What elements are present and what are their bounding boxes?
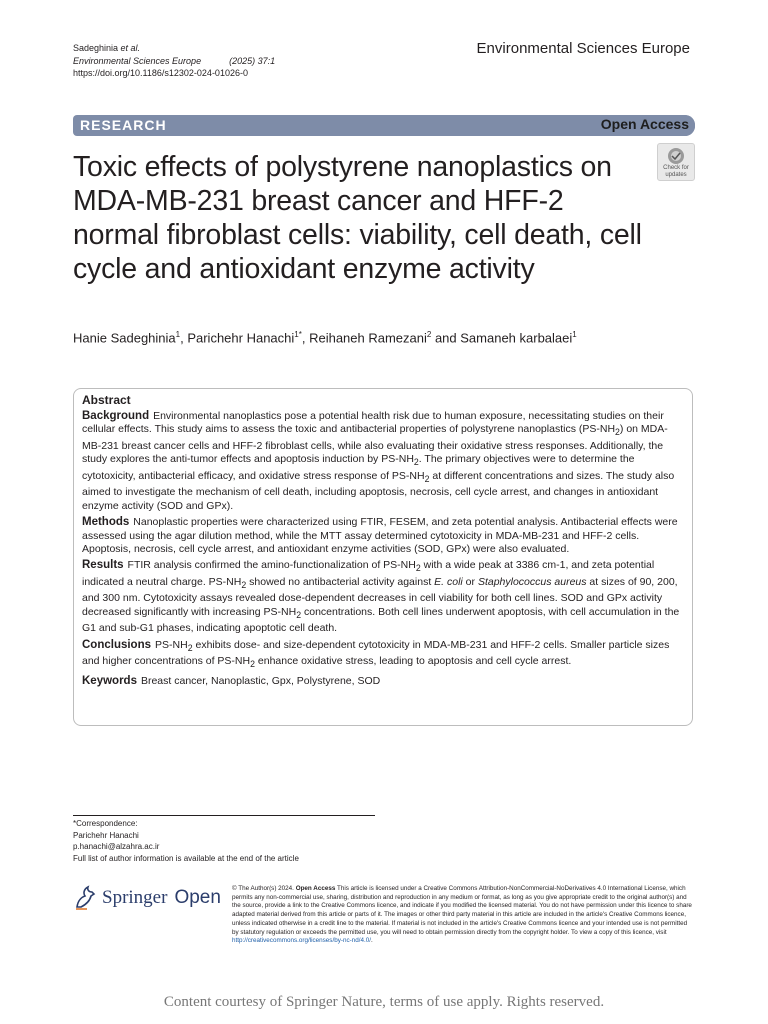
open-wordmark: Open [174,887,221,908]
subscript: 2 [241,579,247,590]
running-header-citation [73,42,275,80]
background-text: . The primary objectives were to determine the cytotoxicity, antibacterial efficacy, and oxidative stress response of PS-NH [82,453,635,482]
abstract-keywords [82,675,684,688]
author-affiliation: 1 [572,330,577,339]
header-doi[interactable]: https://doi.org/10.1186/s12302-024-01026-0 [73,68,248,78]
subscript: 2 [424,473,430,484]
article-type-label: RESEARCH [80,117,167,133]
results-text: showed no antibacterial activity against [246,575,435,588]
conclusions-text: PS-NH [155,638,188,651]
author-name: Samaneh karbalaei [460,330,573,346]
author-name: Parichehr Hanachi [187,330,295,346]
results-text: at sizes of 90, 200, and 300 nm. Cytotoxicity assays revealed dose-dependent decreases in cell viability for both cell lines. SOD and GPx activity decreased significantly with increasing PS-NH [82,575,678,618]
subscript: 2 [413,457,419,468]
author-separator: , [301,330,310,346]
keywords-text: Breast cancer, Nanoplastic, Gpx, Polystyrene, SOD [140,674,381,687]
open-access-tab [583,115,695,136]
courtesy-footer: Content courtesy of Springer Nature, terms of use apply. Rights reserved. [163,994,605,1010]
correspondence-name: Parichehr Hanachi [73,830,139,840]
footnote-divider [73,815,375,816]
results-text: or [462,575,478,588]
results-text: with a wide peak at 3386 cm-1, and zeta potential indicated a neutral charge. PS-NH [82,559,655,588]
author-affiliation: 1* [294,330,302,339]
springer-wordmark: Springer [102,887,168,908]
license-copyright: © The Author(s) 2024. [232,885,294,892]
conclusions-text: exhibits dose- and size-dependent cytotoxicity in MDA-MB-231 and HFF-2 cells. Smaller particle sizes and higher concentrations of PS-NH [82,638,670,668]
header-et-al: et al. [118,43,141,53]
article-type-banner [73,115,695,136]
abstract-conclusions [82,639,684,672]
check-for-updates-badge[interactable] [657,143,695,181]
abstract-box [73,388,693,726]
license-text [232,885,694,946]
abstract-heading: Abstract [82,393,131,407]
author-affiliation: 1 [175,330,181,339]
background-label: Background [82,410,150,422]
correspondence-label: *Correspondence: [73,819,138,828]
species-name: Staphylococcus aureus [477,575,587,588]
header-journal: Environmental Sciences Europe [73,55,202,66]
author-name: Hanie Sadeghinia [73,330,176,346]
subscript: 2 [615,427,620,438]
background-text: Environmental nanoplastics pose a potential health risk due to human exposure, necessitating studies on their cellular effects. This study aims to assess the toxic and antibacterial properties of polystyrene nanoplastics (PS-NH [82,410,664,436]
open-access-label: Open Access [600,116,689,132]
background-text: ) on MDA-MB-231 breast cancer cells and HFF-2 fibroblast cells, while also evaluating their oxidative stress responses. Additionally, the study explores the anti-tumor effects and apoptosis induction by PS-NH [82,423,668,466]
check-updates-label-1: Check for [663,165,689,171]
results-label: Results [82,559,124,572]
springer-horse-icon [73,885,97,911]
author-separator: , [180,330,188,346]
author-affiliation: 2 [426,330,432,339]
results-text: concentrations. Both cell lines underwent apoptosis, with cell accumulation in the G1 and sub-G1 phases, indicating apoptotic cell death. [82,605,680,635]
subscript: 2 [296,609,302,620]
correspondence-email[interactable]: p.hanachi@alzahra.ac.ir [73,842,160,851]
license-body: This article is licensed under a Creative Commons Attribution-NonCommercial-NoDerivatives 4.0 International License, which permits any non-commercial use, sharing, distribution and reproduction in any medium or format, as long as you give appropriate credit to the original author(s) and the source, provide a link to the Creative Commons licence, and indicate if you modified the licensed material. You do not have permission under this licence to share adapted material derived from this article or parts of it. The images or other third party material in this article are included in the article's Creative Commons licence, unless indicated otherwise in a credit line to the material. If material is not included in the article's Creative Commons licence and your intended use is not permitted by statutory regulation or exceeds the permitted use, you will need to obtain permission directly from the copyright holder. To view a copy of this licence, visit [232,885,692,936]
header-year-volume: (2025) 37:1 [229,55,276,66]
correspondence-block [73,818,299,864]
license-end: . [370,937,373,945]
abstract-background [82,410,684,513]
results-text: FTIR analysis confirmed the amino-functionalization of PS-NH [127,559,416,572]
keywords-label: Keywords [82,674,137,687]
author-name: Reihaneh Ramezani [309,330,427,346]
subscript: 2 [187,642,193,653]
subscript: 2 [250,659,255,670]
check-updates-label-2: updates [665,171,687,178]
check-updates-icon [667,147,685,165]
species-name: E. coli [434,575,463,588]
journal-name: Environmental Sciences Europe [476,40,690,57]
springer-open-logo [73,885,221,911]
author-list [73,330,577,345]
methods-text: Nanoplastic properties were characterized using FTIR, FESEM, and zeta potential analysis. Antibacterial effects were assessed using the agar dilution method, while the MTT assay determined cytotoxicity in MDA-MB-231 and HFF-2 cells. Apoptosis, necrosis, cell cycle arrest, and antioxidant enzyme activities (SOD, GPx) were also evaluated. [82,516,678,555]
header-authors: Sadeghinia [73,43,119,53]
subscript: 2 [415,563,421,574]
article-title: Toxic effects of polystyrene nanoplastics on MDA-MB-231 breast cancer and HFF-2 normal fibroblast cells: viability, cell death, cell cycle and antioxidant enzyme activity [73,151,642,285]
license-link[interactable]: http://creativecommons.org/licenses/by-nc-nd/4.0/ [232,937,371,945]
conclusions-text: enhance oxidative stress, leading to apoptosis and cell cycle arrest. [254,655,572,668]
methods-label: Methods [82,516,130,529]
author-separator: and [431,330,461,346]
abstract-methods [82,516,684,556]
conclusions-label: Conclusions [82,638,152,651]
author-info-note: Full list of author information is available at the end of the article [73,853,299,863]
license-open-access: Open Access [295,885,336,892]
abstract-results [82,559,684,635]
background-text: at different concentrations and sizes. The study also aimed to investigate the mechanism of cell death, including apoptosis, necrosis, cell cycle arrest, and changes in antioxidant enzyme activity (SOD and GPx). [82,469,675,512]
